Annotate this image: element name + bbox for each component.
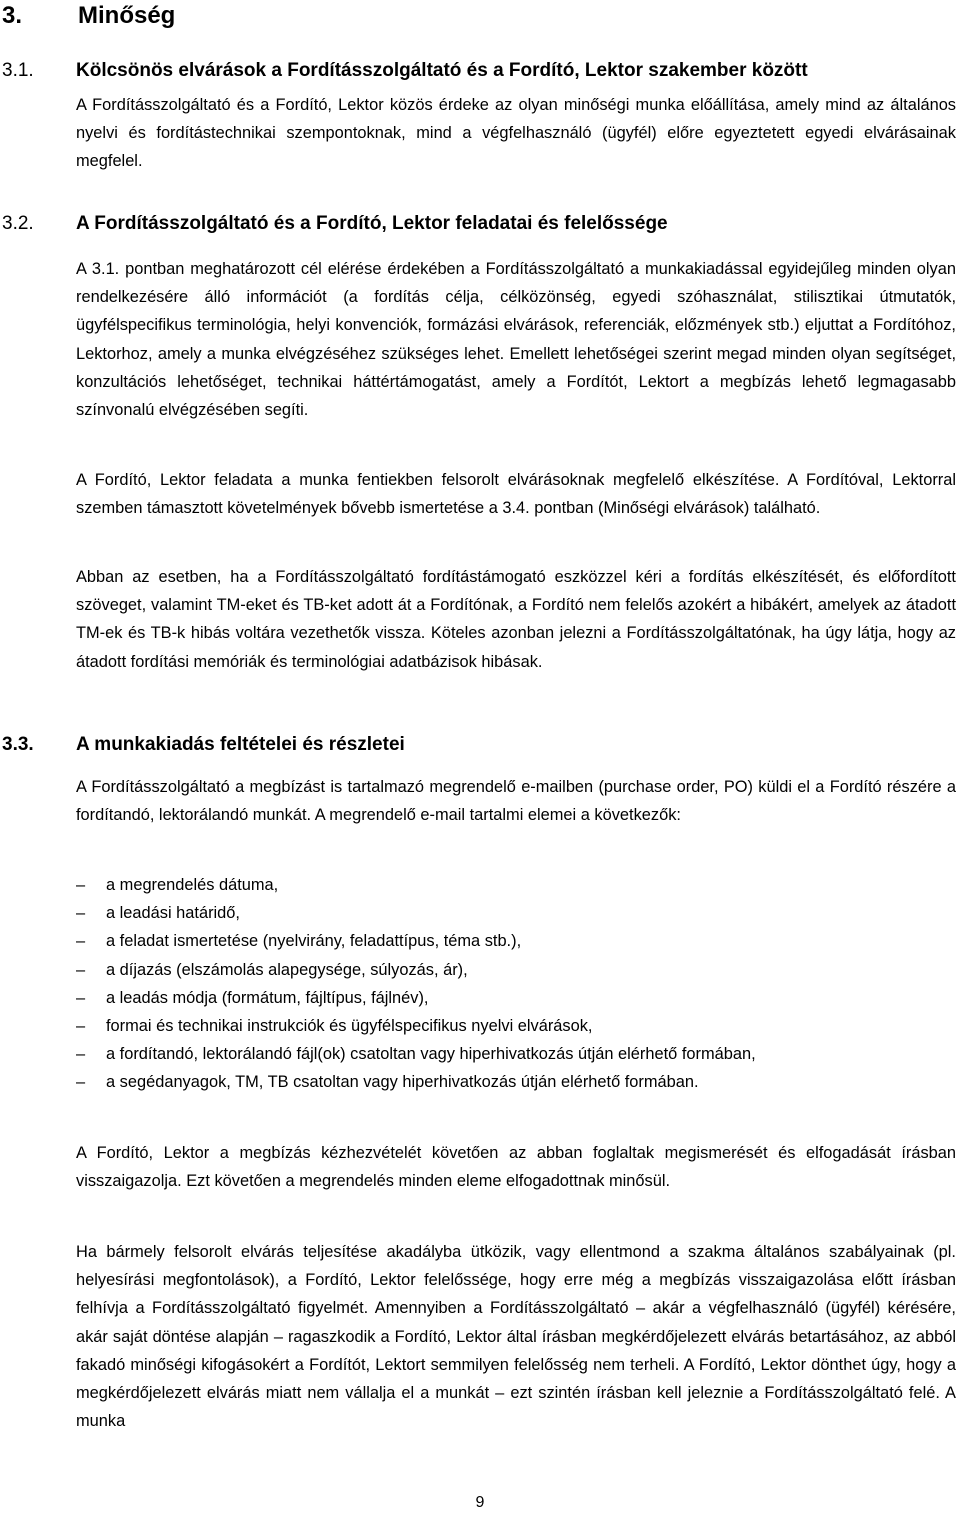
list-item bbox=[76, 927, 956, 955]
chapter-number: 3. bbox=[2, 2, 23, 29]
list-item bbox=[76, 984, 956, 1012]
paragraph: Abban az esetben, ha a Fordításszolgáltató fordítástámogató eszközzel kéri a fordítás elkészítését, és előfordított szöveget, valamint TM-eket és TB-ket adott át a Fordítónak, a Fordító nem felelős azokért a hibákért, amelyek az átadott TM-ek és TB-k hibás voltára vezethetők vissza. Köteles azonban jelezni a Fordításszolgáltatónak, ha úgy látja, hogy az átadott fordítási memóriák és terminológiai adatbázisok hibásak. bbox=[76, 568, 956, 671]
dash-marker: – bbox=[76, 1045, 86, 1064]
dash-marker: – bbox=[76, 904, 86, 923]
list-item bbox=[76, 1040, 956, 1068]
list-item-text: formai és technikai instrukciók és ügyfélspecifikus nyelvi elvárások, bbox=[106, 1017, 593, 1036]
dash-marker: – bbox=[76, 960, 86, 979]
page-number: 9 bbox=[475, 1494, 485, 1511]
chapter-heading bbox=[2, 2, 175, 30]
list-item-text: a leadás módja (formátum, fájltípus, fájlnév), bbox=[106, 988, 429, 1007]
paragraph: A Fordító, Lektor a megbízás kézhezvételét követően az abban foglaltak megismerését és elfogadását írásban visszaigazolja. Ezt követően a megrendelés minden eleme elfogadottnak minősül. bbox=[76, 1144, 956, 1191]
dash-marker: – bbox=[76, 1073, 86, 1092]
section-heading-3-3 bbox=[2, 734, 405, 756]
list-item bbox=[76, 956, 956, 984]
paragraph: A Fordító, Lektor feladata a munka fentiekben felsorolt elvárásoknak megfelelő elkészítése. A Fordítóval, Lektorral szemben támasztott követelmények bővebb ismertetése a 3.4. pontban (Minőségi elvárások) található. bbox=[76, 471, 956, 518]
list-item-text: a feladat ismertetése (nyelvirány, feladattípus, téma stb.), bbox=[106, 932, 522, 951]
list-item-text: a segédanyagok, TM, TB csatoltan vagy hiperhivatkozás útján elérhető formában. bbox=[106, 1073, 699, 1092]
list-item-text: a leadási határidő, bbox=[106, 904, 240, 923]
list-item bbox=[76, 899, 956, 927]
section-number: 3.2. bbox=[2, 213, 34, 234]
paragraph: A Fordításszolgáltató és a Fordító, Lektor közös érdeke az olyan minőségi munka előállítása, amely mind az általános nyelvi és fordítástechnikai szempontoknak, mind a végfelhasználó (ügyfél) előre egyeztetett egyedi elvárásainak megfelel. bbox=[76, 96, 956, 171]
list-item-text: a fordítandó, lektorálandó fájl(ok) csatoltan vagy hiperhivatkozás útján elérhető formában, bbox=[106, 1045, 756, 1064]
list-item bbox=[76, 1068, 956, 1096]
dash-marker: – bbox=[76, 876, 86, 894]
section-title: Kölcsönös elvárások a Fordításszolgáltató és a Fordító, Lektor szakember között bbox=[76, 60, 808, 81]
chapter-title: Minőség bbox=[78, 2, 176, 29]
section-title: A munkakiadás feltételei és részletei bbox=[76, 734, 405, 755]
section-number: 3.1. bbox=[2, 60, 34, 81]
requirements-list bbox=[76, 871, 956, 1097]
paragraph: A 3.1. pontban meghatározott cél elérése érdekében a Fordításszolgáltató a munkakiadással egyidejűleg minden olyan rendelkezésére álló információt (a fordítás célja, célközönség, egyedi szóhasználat, stilisztikai útmutatók, ügyfélspecifikus terminológia, helyi konvenciók, formázási elvárások, referenciák, előzmények stb.) eljuttat a Fordítóhoz, Lektorhoz, amely a munka elvégzéséhez szükséges lehet. Emellett lehetőségei szerint megad minden olyan segítséget, konzultációs lehetőséget, technikai háttértámogatást, amely a Fordítót, Lektort a megbízás lehető legmagasabb színvonalú elvégzésében segíti. bbox=[76, 260, 956, 420]
section-number: 3.3. bbox=[2, 734, 34, 755]
paragraph: A Fordításszolgáltató a megbízást is tartalmazó megrendelő e-mailben (purchase order, PO) küldi el a Fordító részére a fordítandó, lektorálandó munkát. A megrendelő e-mail tartalmi elemei a következők: bbox=[76, 778, 956, 825]
section-title: A Fordításszolgáltató és a Fordító, Lektor feladatai és felelőssége bbox=[76, 213, 668, 234]
section-heading-3-1 bbox=[2, 60, 808, 82]
paragraph: Ha bármely felsorolt elvárás teljesítése akadályba ütközik, vagy ellentmond a szakma általános szabályainak (pl. helyesírási megfontolások), a Fordító, Lektor felelőssége, hogy erre még a megbízás visszaigazolása előtt írásban felhívja a Fordításszolgáltató figyelmét. Amennyiben a Fordításszolgáltató – akár a végfelhasználó (ügyfél) kérésére, akár saját döntése alapján – ragaszkodik a Fordító, Lektor által írásban megkérdőjelezett elvárás betartásához, az abból fakadó minőségi kifogásokért a Fordítót, Lektort semmilyen felelősség nem terheli. A Fordító, Lektor dönthet úgy, hogy a megkérdőjelezett elvárás miatt nem vállalja el a munkát – ezt szintén írásban kell jeleznie a Fordításszolgáltató felé. A munka bbox=[76, 1243, 956, 1431]
list-item-text: a megrendelés dátuma, bbox=[106, 876, 279, 894]
dash-marker: – bbox=[76, 932, 86, 951]
list-item-text: a díjazás (elszámolás alapegysége, súlyozás, ár), bbox=[106, 960, 468, 979]
list-item bbox=[76, 871, 956, 899]
section-heading-3-2 bbox=[2, 213, 668, 235]
dash-marker: – bbox=[76, 1017, 86, 1036]
dash-marker: – bbox=[76, 988, 86, 1007]
list-item bbox=[76, 1012, 956, 1040]
